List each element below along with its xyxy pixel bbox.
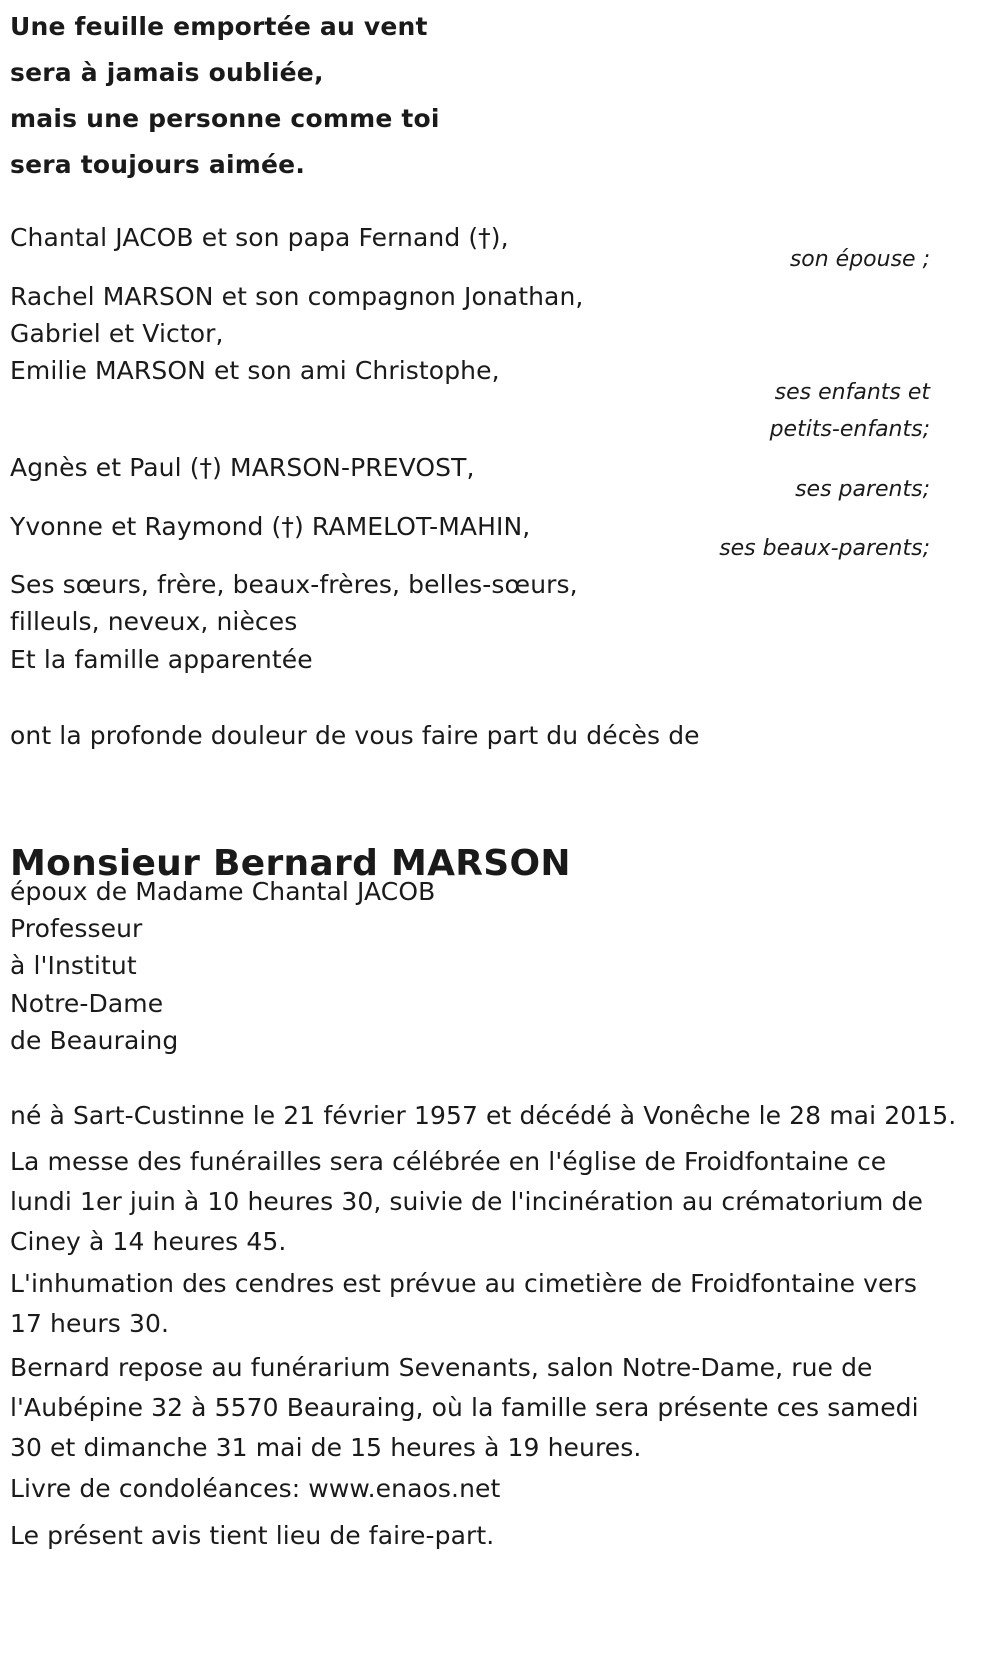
birth-death-paragraph: né à Sart-Custinne le 21 février 1957 et décédé à Vonêche le 28 mai 2015. <box>10 1101 957 1130</box>
poem-line: mais une personne comme toi <box>10 104 440 133</box>
spouse-role: son épouse ; <box>789 247 930 272</box>
notice-line: Le présent avis tient lieu de faire-part. <box>10 1521 495 1550</box>
funeral-paragraph: La messe des funérailles sera célébrée en l'église de Froidfontaine ce lundi 1er juin à 10 heures 30, suivie de l'incinération au crématorium de Ciney à 14 heures 45. <box>10 1147 924 1256</box>
children-line-2: Gabriel et Victor, <box>10 319 224 348</box>
deceased-name: Monsieur Bernard MARSON <box>10 843 571 884</box>
poem <box>10 4 440 188</box>
announcement: ont la profonde douleur de vous faire part du décès de <box>10 721 700 750</box>
children-line-3: Emilie MARSON et son ami Christophe, <box>10 356 500 385</box>
others-line-1: Ses sœurs, frère, beaux-frères, belles-sœurs, <box>10 570 578 599</box>
parents-role: ses parents; <box>795 477 930 502</box>
deceased-detail: de Beauraing <box>10 1026 179 1055</box>
poem-line: sera à jamais oubliée, <box>10 58 324 87</box>
in-laws-role: ses beaux-parents; <box>719 536 930 561</box>
parents-names: Agnès et Paul (†) MARSON-PREVOST, <box>10 453 475 482</box>
condolences-line: Livre de condoléances: www.enaos.net <box>10 1474 501 1503</box>
burial-paragraph: L'inhumation des cendres est prévue au cimetière de Froidfontaine vers 17 heurs 30. <box>10 1269 918 1338</box>
in-laws-names: Yvonne et Raymond (†) RAMELOT-MAHIN, <box>10 512 531 541</box>
others-line-2: filleuls, neveux, nièces <box>10 607 298 636</box>
deceased-detail: époux de Madame Chantal JACOB <box>10 877 436 906</box>
deceased-detail: Notre-Dame <box>10 989 164 1018</box>
others-line-3: Et la famille apparentée <box>10 645 313 674</box>
deceased-detail: à l'Institut <box>10 951 137 980</box>
poem-line: Une feuille emportée au vent <box>10 12 428 41</box>
spouse-names: Chantal JACOB et son papa Fernand (†), <box>10 223 509 252</box>
poem-line: sera toujours aimée. <box>10 150 306 179</box>
children-line-1: Rachel MARSON et son compagnon Jonathan, <box>10 282 584 311</box>
visitation-paragraph: Bernard repose au funérarium Sevenants, salon Notre-Dame, rue de l'Aubépine 32 à 5570 Beauraing, où la famille sera présente ces samedi 30 et dimanche 31 mai de 15 heures à 19 heures. <box>10 1353 919 1462</box>
deceased-detail: Professeur <box>10 914 143 943</box>
children-role-1: ses enfants et <box>774 380 930 405</box>
children-role-2: petits-enfants; <box>769 417 930 442</box>
